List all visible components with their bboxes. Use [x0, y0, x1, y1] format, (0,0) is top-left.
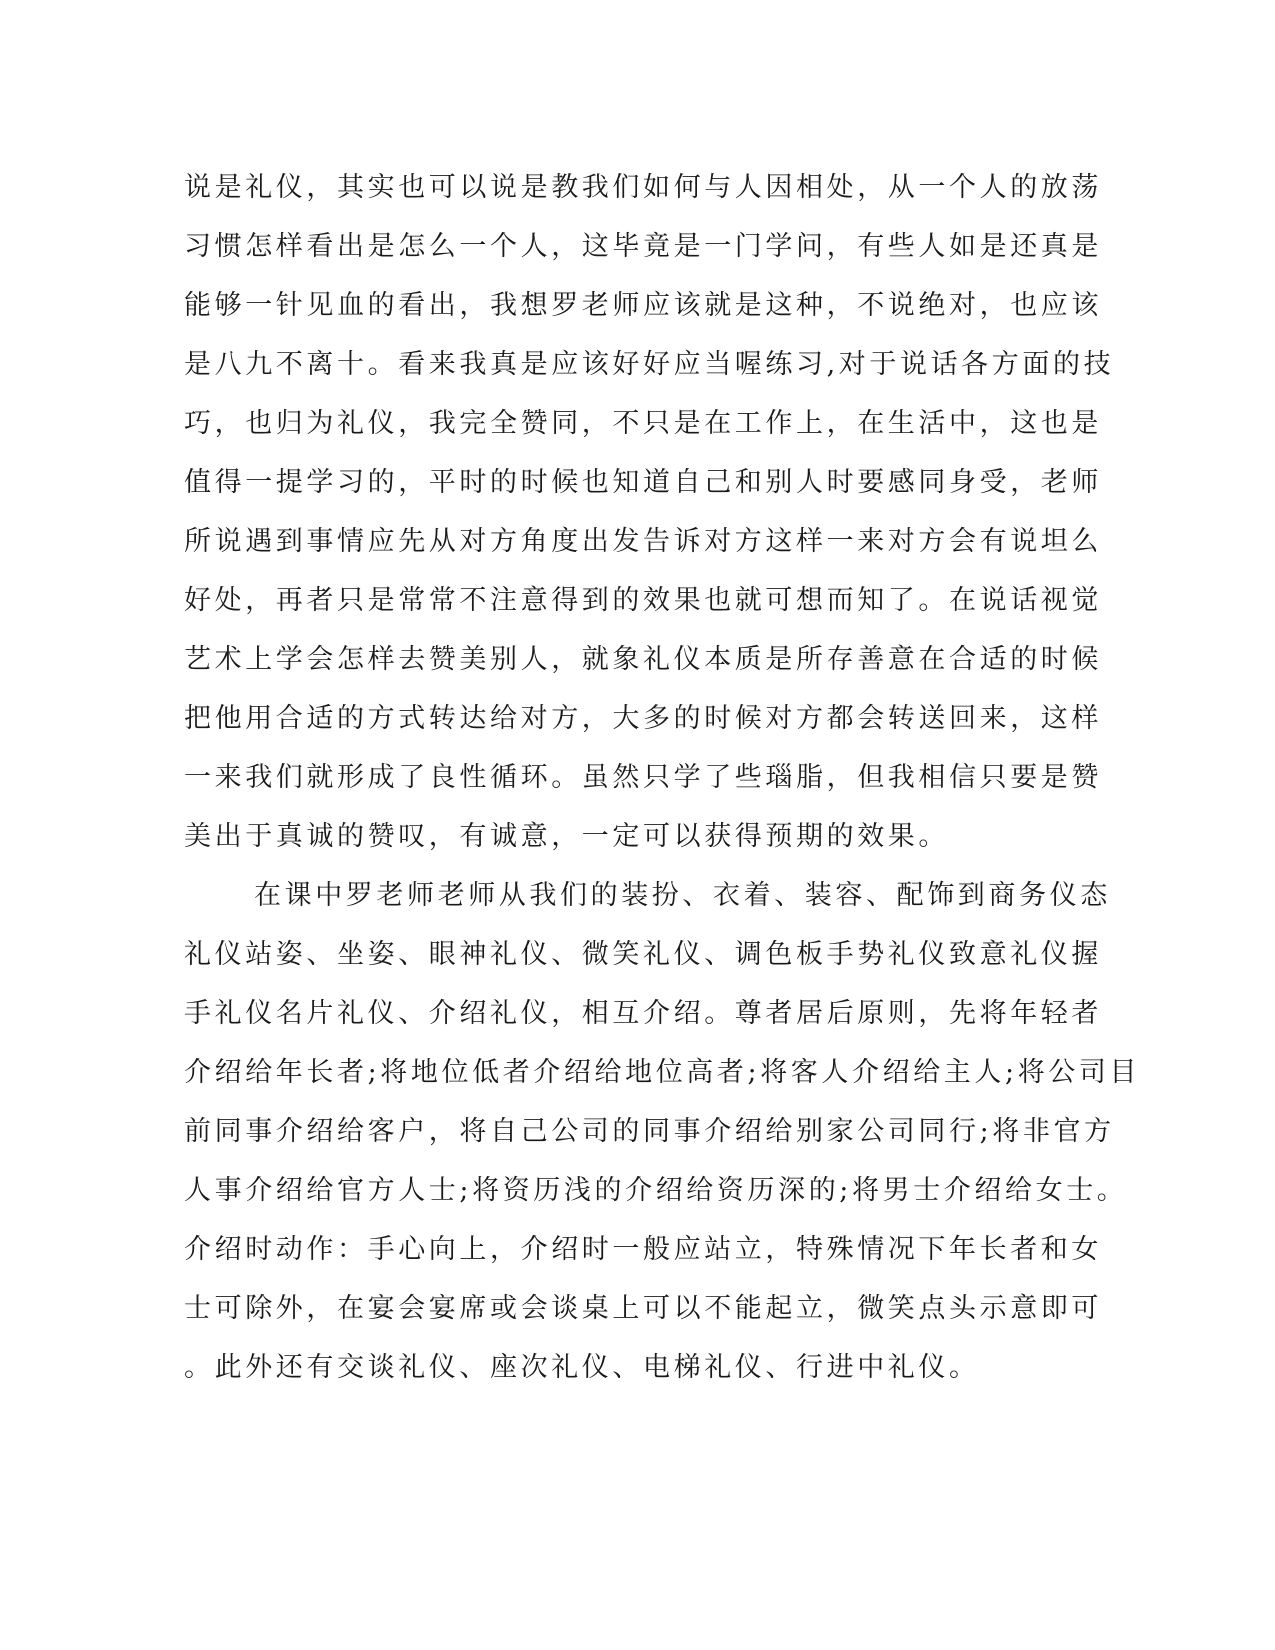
text-line: 士可除外，在宴会宴席或会谈桌上可以不能起立，微笑点头示意即可 — [184, 1293, 1102, 1324]
text-line: 习惯怎样看出是怎么一个人，这毕竟是一门学问，有些人如是还真是 — [184, 231, 1102, 262]
text-line: 手礼仪名片礼仪、介绍礼仪，相互介绍。尊者居后原则，先将年轻者 — [184, 998, 1102, 1029]
text-line: 好处，再者只是常常不注意得到的效果也就可想而知了。在说话视觉 — [184, 585, 1102, 616]
text-line: 介绍给年长者;将地位低者介绍给地位高者;将客人介绍给主人;将公司目 — [184, 1057, 1141, 1088]
text-line: 前同事介绍给客户，将自己公司的同事介绍给别家公司同行;将非官方 — [184, 1116, 1115, 1147]
document-body — [184, 158, 1141, 1397]
text-line: 巧，也归为礼仪，我完全赞同，不只是在工作上，在生活中，这也是 — [184, 408, 1102, 439]
text-line: 说是礼仪，其实也可以说是教我们如何与人因相处，从一个人的放荡 — [184, 172, 1102, 203]
text-line: 把他用合适的方式转达给对方，大多的时候对方都会转送回来，这样 — [184, 703, 1102, 734]
text-line: 艺术上学会怎样去赞美别人，就象礼仪本质是所存善意在合适的时候 — [184, 644, 1102, 675]
text-line: 。此外还有交谈礼仪、座次礼仪、电梯礼仪、行进中礼仪。 — [184, 1352, 980, 1383]
text-line: 美出于真诚的赞叹，有诚意，一定可以获得预期的效果。 — [184, 821, 949, 852]
text-line: 礼仪站姿、坐姿、眼神礼仪、微笑礼仪、调色板手势礼仪致意礼仪握 — [184, 939, 1102, 970]
text-line: 值得一提学习的，平时的时候也知道自己和别人时要感同身受，老师 — [184, 467, 1102, 498]
text-line: 介绍时动作：手心向上，介绍时一般应站立，特殊情况下年长者和女 — [184, 1234, 1102, 1265]
text-line: 一来我们就形成了良性循环。虽然只学了些瑙脂，但我相信只要是赞 — [184, 762, 1102, 793]
text-line: 是八九不离十。看来我真是应该好好应当喔练习,对于说话各方面的技 — [184, 349, 1115, 380]
text-line: 所说遇到事情应先从对方角度出发告诉对方这样一来对方会有说坦么 — [184, 526, 1102, 557]
text-line: 人事介绍给官方人士;将资历浅的介绍给资历深的;将男士介绍给女士。 — [184, 1175, 1128, 1206]
paragraph-first-line: 在课中罗老师老师从我们的装扮、衣着、装容、配饰到商务仪态 — [254, 880, 1111, 911]
text-line: 能够一针见血的看出，我想罗老师应该就是这种，不说绝对，也应该 — [184, 290, 1102, 321]
